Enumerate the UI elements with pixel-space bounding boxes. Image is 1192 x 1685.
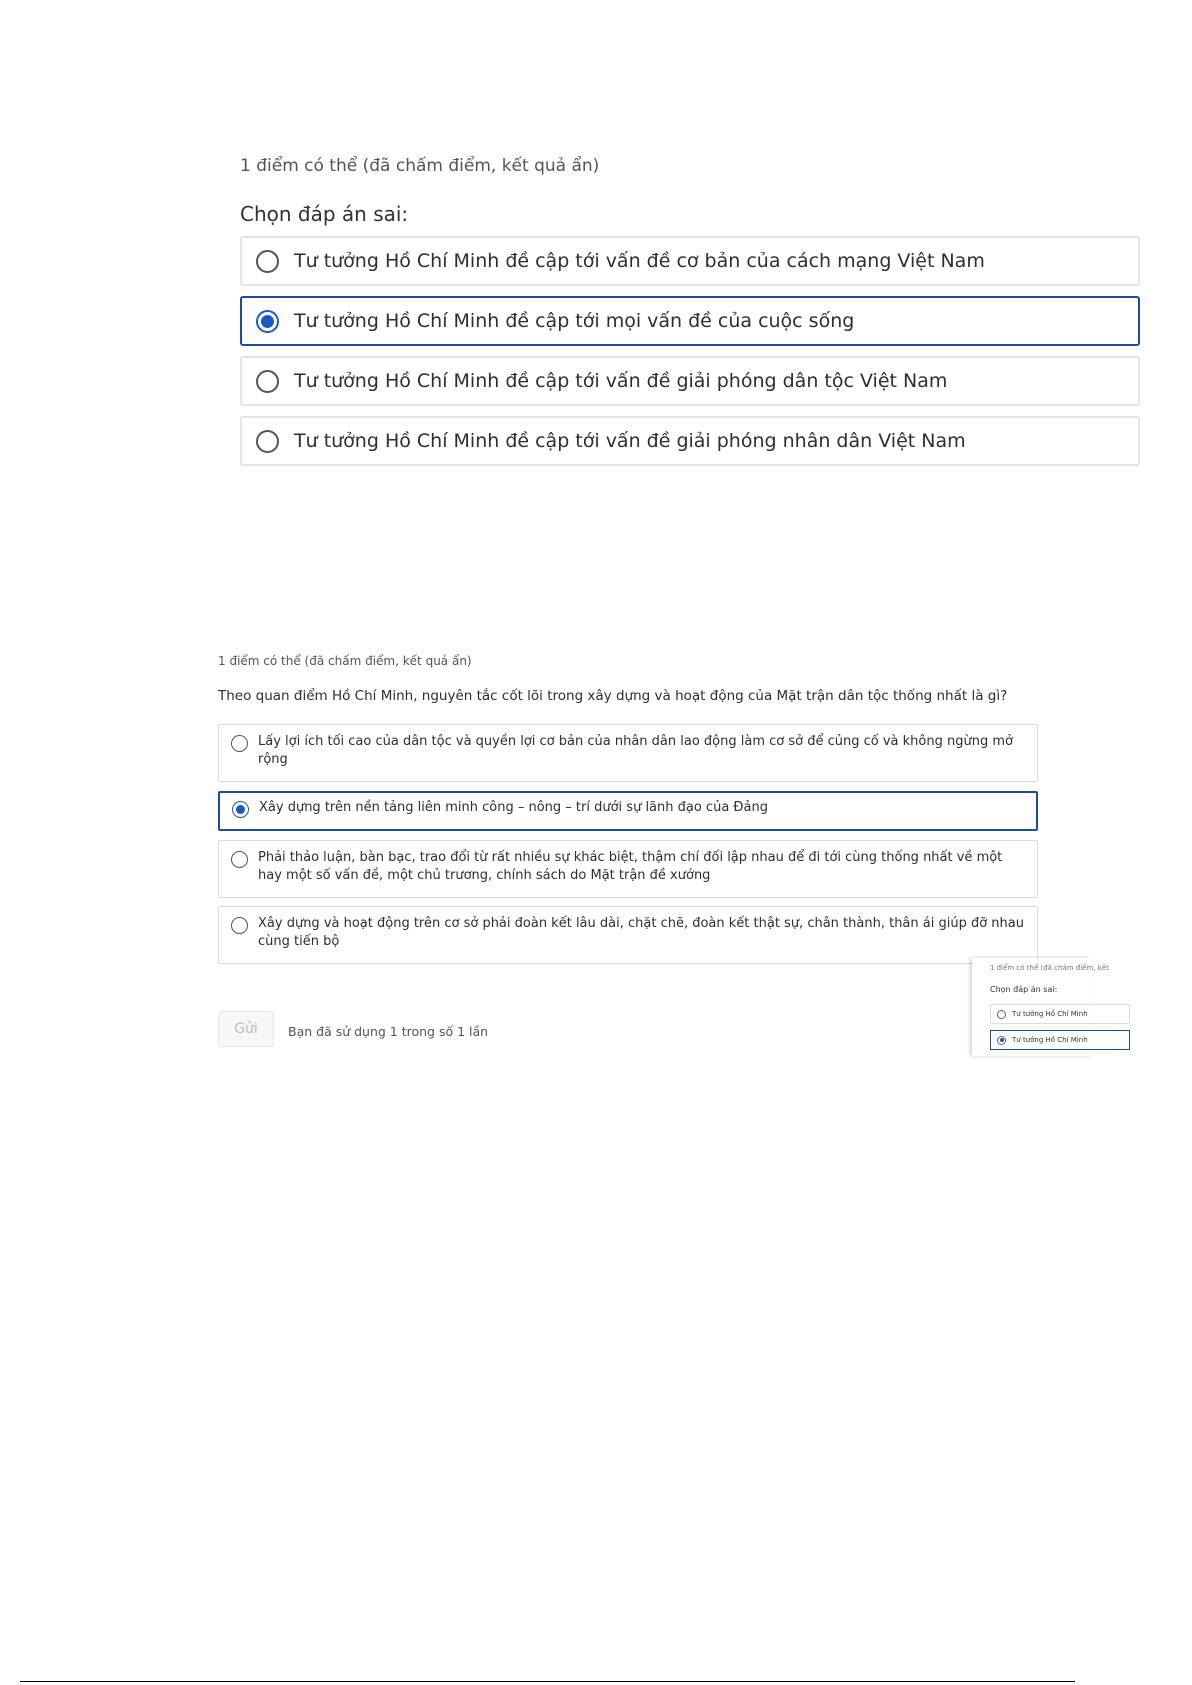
radio-button-checked[interactable] [256,310,279,333]
question-prompt: Chọn đáp án sai: [990,985,1058,994]
answer-option-label: Tư tưởng Hồ Chí Minh [1012,1036,1088,1044]
answer-option-label: Tư tưởng Hồ Chí Minh đề cập tới vấn đề giải phóng nhân dân Việt Nam [294,430,966,452]
answer-option-1[interactable] [990,1004,1130,1024]
answer-option-label: Tư tưởng Hồ Chí Minh đề cập tới mọi vấn đề của cuộc sống [294,310,855,332]
answer-option-4[interactable] [218,906,1038,964]
radio-button[interactable] [256,250,279,273]
answer-option-2-selected[interactable] [240,296,1140,346]
radio-button[interactable] [256,430,279,453]
question-card-1 [228,140,1092,520]
radio-button-checked[interactable] [997,1036,1006,1045]
answer-option-label: Xây dựng và hoạt động trên cơ sở phải đoàn kết lâu dài, chặt chẽ, đoàn kết thật sự, chân thành, thân ái giúp đỡ nhau cùng tiến bộ [258,916,1024,949]
answer-option-3[interactable] [240,356,1140,406]
radio-button[interactable] [256,370,279,393]
submit-button[interactable]: Gửi [218,1011,274,1047]
score-status: 1 điểm có thể (đã chấm điểm, kết quả ẩn) [218,654,472,668]
answer-option-2-selected[interactable] [990,1030,1130,1050]
answer-option-label: Tư tưởng Hồ Chí Minh đề cập tới vấn đề giải phóng dân tộc Việt Nam [294,370,948,392]
score-status: 1 điểm có thể (đã chấm điểm, kết quả ẩn) [240,156,600,176]
radio-button[interactable] [997,1010,1006,1019]
answer-option-label: Tư tưởng Hồ Chí Minh đề cập tới vấn đề cơ bản của cách mạng Việt Nam [294,250,985,272]
radio-button[interactable] [231,735,248,752]
attempts-info: Bạn đã sử dụng 1 trong số 1 lần [288,1024,489,1039]
page-bottom-divider [20,1681,1075,1682]
answer-option-label: Phải thảo luận, bàn bạc, trao đổi từ rất nhiều sự khác biệt, thậm chí đối lập nhau để đi tới cùng thống nhất về một hay một số vấn đề, một chủ trương, chính sách do Mặt trận đề xướng [258,850,1003,883]
question-thumbnail [972,958,1109,1056]
radio-button[interactable] [231,917,248,934]
radio-button-checked[interactable] [232,801,249,818]
answer-option-1[interactable] [218,724,1038,782]
question-card-2 [210,648,1092,1060]
answer-option-1[interactable] [240,236,1140,286]
answer-option-3[interactable] [218,840,1038,898]
question-prompt: Theo quan điểm Hồ Chí Minh, nguyên tắc cốt lõi trong xây dựng và hoạt động của Mặt trận dân tộc thống nhất là gì? [218,688,1008,704]
score-status: 1 điểm có thể (đã chấm điểm, kết [990,964,1109,972]
answer-option-label: Xây dựng trên nền tảng liên minh công – nông – trí dưới sự lãnh đạo của Đảng [259,800,768,815]
answer-option-label: Lấy lợi ích tối cao của dân tộc và quyền lợi cơ bản của nhân dân lao động làm cơ sở để củng cố và không ngừng mở rộng [258,734,1013,767]
answer-option-4[interactable] [240,416,1140,466]
question-prompt: Chọn đáp án sai: [240,202,409,226]
answer-option-2-selected[interactable] [218,791,1038,831]
radio-button[interactable] [231,851,248,868]
answer-option-label: Tư tưởng Hồ Chí Minh [1012,1010,1088,1018]
